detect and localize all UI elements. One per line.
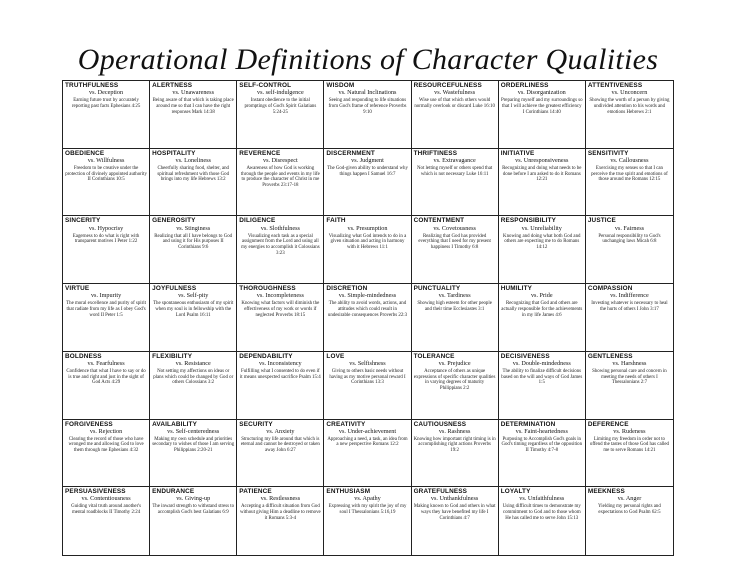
quality-cell [412, 216, 499, 284]
quality-opposite: vs. Faint-heartedness [515, 427, 568, 435]
quality-name: PATIENCE [239, 488, 272, 496]
quality-name: SECURITY [239, 420, 273, 428]
quality-cell [586, 284, 673, 352]
quality-definition: The God-given ability to understand why things happen I Samuel 16:7 [327, 165, 408, 177]
quality-opposite: vs. Anger [617, 495, 642, 503]
quality-definition: Making my own schedule and priorities secondary to wishes of those I am serving Philippians 2:20-21 [152, 436, 235, 454]
quality-cell [237, 81, 324, 149]
quality-cell [412, 487, 499, 555]
quality-cell [324, 420, 411, 488]
quality-opposite: vs. Unresponsiveness [515, 156, 569, 164]
quality-definition: Showing personal care and concern in meeting the needs of others I Thessalonians 2:7 [592, 369, 667, 386]
quality-definition: Eagerness to do what is right with transparent motives I Peter 1:22 [72, 233, 140, 245]
quality-cell [237, 149, 324, 217]
quality-definition: Realizing that God has provided everything that I need for my present happiness I Timothy 6:8 [418, 233, 491, 251]
quality-name: DEPENDABILITY [239, 352, 293, 360]
quality-name: DECISIVENESS [500, 352, 550, 360]
quality-opposite: vs. Resistance [175, 360, 211, 368]
quality-cell [150, 81, 237, 149]
quality-opposite: vs. Prejudice [438, 360, 471, 368]
quality-definition: Approaching a need, a task, an idea from a new perspective Romans 12:2 [327, 436, 408, 448]
quality-cell [150, 487, 237, 555]
quality-name: SELF-CONTROL [239, 82, 292, 89]
quality-cell [237, 216, 324, 284]
quality-cell [324, 81, 411, 149]
quality-cell [499, 216, 586, 284]
quality-name: DETERMINATION [500, 420, 556, 428]
quality-name: INITIATIVE [500, 149, 535, 157]
quality-opposite: vs. Loneliness [175, 156, 211, 164]
quality-opposite: vs. Harshness [612, 360, 647, 368]
quality-definition: Cheerfully sharing food, shelter, and spiritual refreshment with those God brings into my life Hebrews 13:2 [157, 165, 230, 183]
quality-definition: Seeing and responding to life situations from God's frame of reference Proverbs 9:10 [328, 98, 407, 115]
quality-definition: Giving to others basic needs without having as my motive personal reward I Corinthians 13:3 [329, 369, 406, 386]
quality-definition: Showing high esteem for other people and their time Ecclesiastes 3:1 [417, 301, 492, 313]
quality-definition: Visualizing what God intends to do in a given situation and acting in harmony with it Hebrews 11:1 [328, 233, 407, 251]
quality-cell [63, 352, 150, 420]
quality-opposite: vs. Unfaithfulness [519, 495, 565, 503]
quality-cell [324, 487, 411, 555]
quality-opposite: vs. Rejection [89, 427, 123, 435]
quality-definition: Instant obedience to the initial promptings of God's Spirit Galatians 5:24-25 [244, 98, 317, 115]
quality-definition: The ability to avoid words, actions, and attitudes which could result in undesirable consequences Proverbs 22:3 [327, 301, 408, 318]
quality-cell [63, 284, 150, 352]
quality-definition: Recognizing and doing what needs to be done before I am asked to do it Romans 12:21 [502, 165, 582, 183]
quality-definition: Knowing how important right timing is in accomplishing right actions Proverbs 19:2 [413, 436, 496, 454]
quality-cell [499, 81, 586, 149]
quality-name: OBEDIENCE [65, 149, 105, 157]
quality-opposite: vs. Stinginess [176, 224, 211, 232]
quality-definition: Purposing to Accomplish God's goals in God's timing regardless of the opposition II Timothy 4:7-8 [501, 436, 583, 454]
page-title: Operational Definitions of Character Qualities [77, 43, 659, 76]
quality-opposite: vs. Restlessness [260, 495, 301, 503]
quality-name: SINCERITY [65, 217, 101, 225]
quality-cell [586, 216, 673, 284]
quality-opposite: vs. Fearfulness [87, 360, 125, 368]
quality-name: FLEXIBILITY [152, 352, 193, 360]
quality-opposite: vs. Disorganization [517, 89, 566, 97]
quality-cell [63, 420, 150, 488]
quality-name: CONTENTMENT [413, 217, 465, 225]
quality-opposite: vs. Unconcern [611, 89, 648, 97]
quality-definition: The inward strength to withstand stress to accomplish God's best Galatians 6:9 [152, 504, 235, 516]
quality-opposite: vs. Fairness [614, 224, 645, 232]
quality-name: VIRTUE [65, 285, 90, 293]
quality-opposite: vs. Extravagance [433, 156, 476, 164]
quality-name: CAUTIOUSNESS [413, 420, 467, 428]
quality-name: LOYALTY [500, 488, 531, 496]
quality-name: BOLDNESS [65, 352, 102, 360]
quality-definition: The ability to finalize difficult decisions based on the will and ways of God James 1:5 [501, 369, 583, 386]
quality-opposite: vs. Anxiety [266, 427, 295, 435]
quality-cell [586, 81, 673, 149]
quality-definition: Showing the worth of a person by giving undivided attention to his words and emotions Hebrews 2:1 [589, 98, 670, 115]
quality-definition: Exercising my senses so that I can perceive the true spirit and emotions of those around me Romans 12:15 [591, 165, 668, 183]
quality-cell [324, 216, 411, 284]
quality-name: ALERTNESS [152, 82, 193, 89]
quality-cell [324, 352, 411, 420]
quality-cell [63, 149, 150, 217]
quality-name: ENTHUSIASM [326, 488, 371, 496]
quality-opposite: vs. Disrespect [262, 156, 298, 164]
quality-name: AVAILABILITY [152, 420, 198, 428]
quality-opposite: vs. Pride [530, 292, 553, 300]
quality-definition: The spontaneous enthusiasm of my spirit when my soul is in fellowship with the Lord Psalm 16:11 [153, 301, 234, 318]
quality-opposite: vs. Rashness [438, 427, 471, 435]
quality-definition: Acceptance of others as unique expressions of specific character qualities in varying degrees of maturity Philippians 2:2 [413, 369, 496, 392]
quality-name: ENDURANCE [152, 488, 195, 496]
quality-definition: Confidence that what I have to say or do is true and right and just in the sight of God Acts 4:29 [66, 369, 146, 386]
quality-name: LOVE [326, 352, 345, 360]
quality-definition: Freedom to be creative under the protection of divinely appointed authority II Corinthians 10:5 [65, 165, 147, 183]
quality-opposite: vs. Deception [89, 89, 124, 97]
quality-name: GRATEFULNESS [413, 488, 468, 496]
quality-definition: Yielding my personal rights and expectations to God Psalm 62:5 [598, 504, 661, 516]
quality-name: PERSUASIVENESS [65, 488, 126, 496]
quality-cell [412, 284, 499, 352]
quality-opposite: vs. Unawareness [172, 89, 214, 97]
quality-opposite: vs. Slothfulness [260, 224, 300, 232]
quality-name: DISCERNMENT [326, 149, 375, 157]
quality-cell [63, 487, 150, 555]
quality-name: WISDOM [326, 82, 355, 89]
quality-cell [412, 352, 499, 420]
quality-name: GENEROSITY [152, 217, 196, 225]
quality-definition: Fulfilling what I consented to do even if it means unexpected sacrifice Psalm 15:4 [239, 369, 321, 380]
quality-name: TRUTHFULNESS [65, 82, 119, 89]
quality-name: SENSITIVITY [587, 149, 629, 157]
quality-name: RESOURCEFULNESS [413, 82, 482, 89]
quality-definition: Using difficult times to demonstrate my commitment to God and to those whom He has called me to serve John 15:13 [502, 504, 581, 521]
quality-cell [150, 284, 237, 352]
quality-opposite: vs. Giving-up [176, 495, 211, 503]
quality-opposite: vs. Tardiness [438, 292, 471, 300]
quality-cell [586, 420, 673, 488]
quality-opposite: vs. self-indulgence [256, 89, 304, 97]
quality-cell [150, 352, 237, 420]
quality-opposite: vs. Wastefulness [434, 89, 476, 97]
quality-opposite: vs. Covetousness [433, 224, 476, 232]
quality-opposite: vs. Incompleteness [256, 292, 304, 300]
quality-opposite: vs. Judgment [351, 156, 384, 164]
quality-definition: Structuring my life around that which is eternal and cannot be destroyed or taken away John 6:27 [240, 436, 320, 454]
quality-definition: Accepting a difficult situation from God without giving Him a deadline to remove it Romans 5:3-4 [240, 504, 321, 521]
quality-name: DILIGENCE [239, 217, 276, 225]
quality-opposite: vs. Simple-mindedness [338, 292, 397, 300]
quality-opposite: vs. Contentiousness [81, 495, 131, 503]
quality-name: DISCRETION [326, 285, 368, 293]
quality-cell [499, 487, 586, 555]
quality-name: FORGIVENESS [65, 420, 113, 428]
quality-cell [586, 352, 673, 420]
quality-opposite: vs. Under-achievement [338, 427, 397, 435]
quality-definition: Being aware of that which is taking place around me so that I can have the right responses Mark 14:38 [152, 98, 234, 115]
quality-cell [63, 216, 150, 284]
quality-definition: The moral excellence and purity of spirit that radiate from my life as I obey God's word II Peter 1:5 [66, 301, 146, 318]
quality-definition: Not letting myself or others spend that which is not necessary Luke 16:11 [417, 165, 493, 177]
quality-name: TOLERANCE [413, 352, 455, 360]
quality-opposite: vs. Inconsistency [259, 360, 302, 368]
quality-cell [150, 149, 237, 217]
quality-cell [412, 420, 499, 488]
quality-cell [63, 81, 150, 149]
quality-definition: Knowing what factors will diminish the effectiveness of my work or words if neglected Proverbs 18:15 [241, 301, 320, 318]
quality-name: THOROUGHNESS [239, 285, 296, 293]
quality-definition: Visualizing each task as a special assignment from the Lord and using all my energies to accomplish it Colossians 3:23 [241, 233, 320, 256]
quality-cell [499, 284, 586, 352]
quality-opposite: vs. Hypocrisy [88, 224, 124, 232]
quality-opposite: vs. Double-mindedness [512, 360, 571, 368]
quality-opposite: vs. Indifference [610, 292, 649, 300]
quality-name: THRIFTINESS [413, 149, 458, 157]
quality-name: ATTENTIVENESS [587, 82, 643, 89]
quality-opposite: vs. Presumption [347, 224, 388, 232]
quality-name: CREATIVITY [326, 420, 366, 428]
quality-opposite: vs. Self-pity [178, 292, 209, 300]
quality-definition: Clearing the record of those who have wronged me and allowing God to love them through me Ephesians 4:32 [68, 436, 144, 454]
quality-cell [237, 487, 324, 555]
quality-name: MEEKNESS [587, 488, 625, 496]
quality-definition: Realizing that all I have belongs to God and using it for His purposes II Corinthians 9:6 [154, 233, 233, 251]
quality-cell [586, 149, 673, 217]
quality-definition: Not setting my affections on ideas or plans which could be changed by God or others Colossians 3:2 [153, 369, 234, 386]
quality-cell [237, 420, 324, 488]
quality-definition: Guiding vital truth around another's mental roadblocks II Timothy 2:24 [71, 504, 142, 516]
quality-cell [412, 149, 499, 217]
quality-opposite: vs. Willfulness [87, 156, 125, 164]
quality-opposite: vs. Unthankfulness [430, 495, 479, 503]
quality-cell [237, 284, 324, 352]
quality-name: JUSTICE [587, 217, 616, 225]
quality-name: DEFERENCE [587, 420, 629, 428]
quality-opposite: vs. Unreliability [521, 224, 562, 232]
quality-opposite: vs. Apathy [354, 495, 381, 503]
quality-cell [150, 420, 237, 488]
quality-definition: Awareness of how God is working through the people and events in my life to produce the character of Christ in me Proverbs 23:17-18 [240, 165, 320, 189]
quality-opposite: vs. Selfishness [349, 360, 386, 368]
quality-cell [150, 216, 237, 284]
quality-definition: Investing whatever is necessary to heal the hurts of others I John 3:17 [591, 301, 668, 313]
quality-definition: Preparing myself and my surroundings so that I will achieve the greatest efficiency I Corinthians 14:40 [500, 98, 583, 115]
quality-cell [412, 81, 499, 149]
quality-name: PUNCTUALITY [413, 285, 461, 293]
quality-opposite: vs. Impurity [90, 292, 122, 300]
quality-name: COMPASSION [587, 285, 633, 293]
quality-cell [324, 149, 411, 217]
quality-cell [499, 420, 586, 488]
quality-opposite: vs. Callousness [610, 156, 649, 164]
quality-definition: Expressing with my spirit the joy of my soul I Thessalonians 5:16,19 [328, 504, 407, 516]
quality-definition: Limiting my freedom in order not to offend the tastes of those God has called me to serve Romans 14:21 [589, 436, 669, 454]
quality-definition: Earning future trust by accurately reporting past facts Ephesians 4:25 [71, 98, 141, 109]
quality-cell [499, 352, 586, 420]
quality-name: HUMILITY [500, 285, 533, 293]
quality-definition: Wise use of that which others would normally overlook or discard Luke 16:10 [414, 98, 495, 109]
quality-name: FAITH [326, 217, 346, 225]
quality-opposite: vs. Self-centeredness [167, 427, 220, 435]
quality-definition: Recognizing that God and others are actually responsible for the achievements in my life James 4:6 [501, 301, 583, 318]
quality-definition: Personal responsibility to God's unchanging laws Micah 6:8 [598, 233, 661, 245]
quality-definition: Making known to God and others in what ways they have benefited my life I Corinthians 4:7 [413, 504, 496, 521]
quality-name: GENTLENESS [587, 352, 633, 360]
qualities-table [62, 80, 674, 556]
quality-name: RESPONSIBILITY [500, 217, 557, 225]
quality-name: HOSPITALITY [152, 149, 196, 157]
quality-opposite: vs. Natural Inclinations [338, 89, 397, 97]
quality-cell [586, 487, 673, 555]
quality-name: REVERENCE [239, 149, 281, 157]
quality-name: JOYFULNESS [152, 285, 197, 293]
quality-opposite: vs. Rudeness [613, 427, 646, 435]
quality-cell [237, 352, 324, 420]
quality-cell [324, 284, 411, 352]
quality-definition: Knowing and doing what both God and others are expecting me to do Romans 14:12 [503, 233, 581, 251]
quality-name: ORDERLINESS [500, 82, 549, 89]
quality-cell [499, 149, 586, 217]
